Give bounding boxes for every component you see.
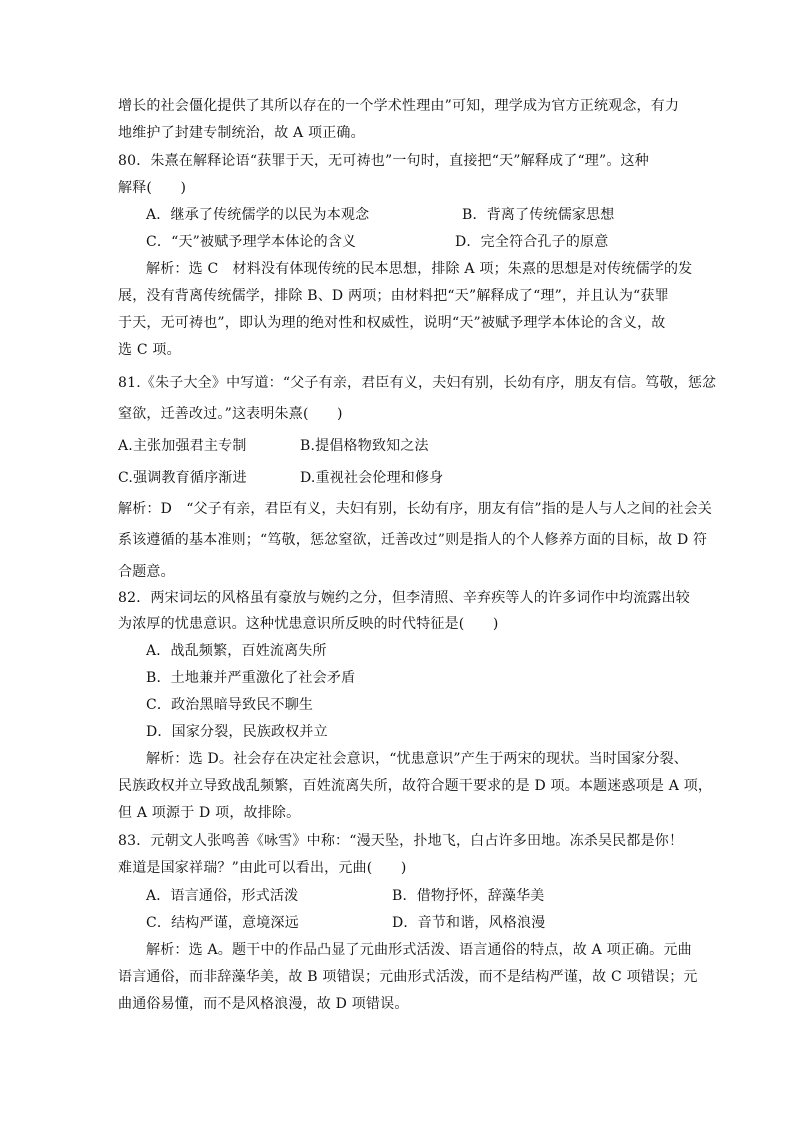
- q80-option-b: B．背离了传统儒家思想: [462, 207, 615, 223]
- q80-answer-line-2: 展，没有背离传统儒学，排除 B、D 两项；由材料把“天”解释成了“理”，并且认为“获罪: [118, 288, 669, 304]
- q81-answer-line-3: 合题意。: [118, 564, 175, 580]
- q83-option-a: A．语言通俗，形式活泼: [146, 888, 299, 904]
- q81-stem-line-1: 81.《朱子大全》中写道：“父子有亲，君臣有义，夫妇有别，长幼有序，朋友有信。笃敬，惩忿: [118, 375, 717, 391]
- q81-answer-line-2: 系该遵循的基本准则；“笃敬，惩忿窒欲，迁善改过”则是指人的个人修养方面的目标，故 D 符: [118, 532, 708, 548]
- q81-answer-line-1: 解析：D “父子有亲，君臣有义，夫妇有别，长幼有序，朋友有信”指的是人与人之间的社会关: [118, 501, 713, 517]
- intro-line-1: 增长的社会僵化提供了其所以存在的一个学术性理由”可知，理学成为官方正统观念，有力: [118, 98, 680, 114]
- q83-answer-line-3: 曲通俗易懂，而不是风格浪漫，故 D 项错误。: [118, 996, 409, 1012]
- q82-stem-line-1: 82．两宋词坛的风格虽有豪放与婉约之分，但李清照、辛弃疾等人的许多词作中均流露出较: [118, 590, 691, 606]
- q82-option-c: C．政治黑暗导致民不聊生: [146, 697, 314, 713]
- q82-option-b: B．土地兼并严重激化了社会矛盾: [146, 670, 356, 686]
- intro-line-2: 地维护了封建专制统治，故 A 项正确。: [118, 125, 365, 141]
- q80-answer-line-4: 选 C 项。: [118, 342, 181, 358]
- q83-answer-line-2: 语言通俗，而非辞藻华美，故 B 项错误；元曲形式活泼，而不是结构严谨，故 C 项错误；元: [118, 969, 698, 985]
- q82-stem-line-2: 为浓厚的忧患意识。这种忧患意识所反映的时代特征是( ): [118, 616, 499, 632]
- q82-answer-line-3: 但 A 项源于 D 项，故排除。: [118, 805, 301, 821]
- q80-option-c: C．“天”被赋予理学本体论的含义: [146, 234, 357, 250]
- q83-stem-line-1: 83．元朝文人张鸣善《咏雪》中称：“漫天坠，扑地飞，白占许多田地。冻杀吴民都是你！: [118, 833, 684, 849]
- q83-answer-line-1: 解析：选 A。题干中的作品凸显了元曲形式活泼、语言通俗的特点，故 A 项正确。元曲: [146, 942, 692, 958]
- q82-answer-line-1: 解析：选 D。社会存在决定社会意识，“忧患意识”产生于两宋的现状。当时国家分裂、: [146, 751, 688, 767]
- q81-stem-line-2: 窒欲，迁善改过。”这表明朱熹( ): [118, 406, 343, 422]
- q81-option-a: A.主张加强君主专制: [118, 438, 247, 454]
- q83-option-d: D．音节和谐，风格浪漫: [392, 915, 546, 931]
- q83-option-c: C．结构严谨，意境深远: [146, 915, 299, 931]
- q80-answer-line-1: 解析：选 C 材料没有体现传统的民本思想，排除 A 项；朱熹的思想是对传统儒学的发: [146, 261, 693, 277]
- q80-stem-line-2: 解释( ): [118, 180, 187, 196]
- q80-stem-line-1: 80．朱熹在解释论语“获罪于天，无可祷也”一句时，直接把“天”解释成了“理”。这种: [118, 153, 649, 169]
- q82-answer-line-2: 民族政权并立导致战乱频繁，百姓流离失所，故符合题干要求的是 D 项。本题迷惑项是 A 项，: [118, 778, 713, 794]
- q82-option-d: D．国家分裂，民族政权并立: [146, 724, 328, 740]
- q82-option-a: A．战乱频繁，百姓流离失所: [146, 643, 327, 659]
- q83-option-b: B．借物抒怀，辞藻华美: [392, 888, 545, 904]
- q81-option-b: B.提倡格物致知之法: [300, 438, 429, 454]
- q83-stem-line-2: 难道是国家祥瑞？”由此可以看出，元曲( ): [118, 860, 407, 876]
- q81-option-d: D.重视社会伦理和修身: [300, 470, 444, 486]
- q80-option-a: A．继承了传统儒学的以民为本观念: [146, 207, 370, 223]
- q80-answer-line-3: 于天，无可祷也”，即认为理的绝对性和权威性，说明“天”被赋予理学本体论的含义，故: [118, 315, 666, 331]
- q81-option-c: C.强调教育循序渐进: [118, 470, 247, 486]
- q80-option-d: D．完全符合孔子的原意: [455, 234, 609, 250]
